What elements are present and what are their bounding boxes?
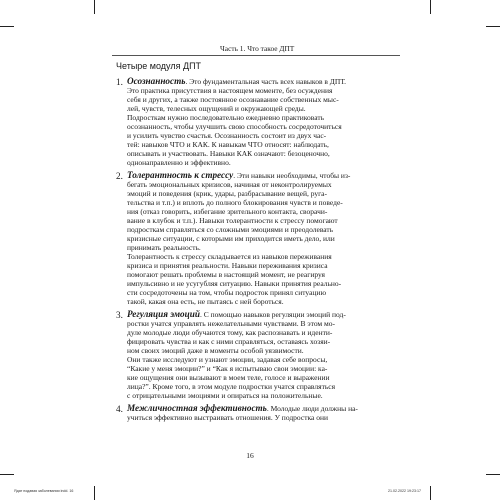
crop-mark [94,0,95,14]
module-term: Толерантность к стрессу [127,170,234,180]
text-line: бегать эмоциональных кризисов, начиная от неконтролируемых [127,180,332,189]
text-line: осознанность, чтобы улучшить свою способность сосредоточиться [127,122,342,131]
text-line [127,404,404,413]
page-number: 16 [246,451,254,460]
text-line: помогают решать проблемы в настоящий момент, не реагируя [127,270,325,279]
module-term: Межличностная эффективность [127,403,267,413]
text-line: кризисные ситуации, с которыми им приходится иметь дело, или [127,234,335,243]
crop-mark [486,474,500,475]
text-line: тельства и т.п.) и вплоть до полного блокирования чувств и поведе- [127,198,343,207]
text-line: подросткам справляться со сложными эмоциями и преодолевать [127,225,334,234]
running-header [112,44,400,56]
text-line: учиться эффективно выстраивать отношения. У подростка они [127,413,328,422]
crop-mark [0,26,14,27]
text-line: лей, чувств, телесных ощущений и окружающей среды. [127,104,306,113]
module-item [114,171,404,306]
text-line [127,171,404,180]
text-fragment: . С помощью навыков регуляции эмоций под- [199,310,346,319]
crop-mark [94,486,95,500]
text-line: описывать и участвовать. Навыки КАК означают: безоценочно, [127,149,330,158]
text-fragment: . Молодые люди должны на- [266,404,358,413]
text-line: себя и других, а также постоянное осознавание собственных мыс- [127,95,339,104]
text-line: такой, какая она есть, не пытаясь с ней бороться. [127,297,284,306]
text-line: ростки учатся управлять нежелательными чувствами. В этом мо- [127,319,336,328]
text-line: принимать реальность. [127,243,201,252]
text-line: Это практика присутствия в настоящем моменте, без осуждения [127,86,333,95]
text-line: однонаправленно и эффективно. [127,158,231,167]
crop-mark [486,26,500,27]
crop-mark [430,486,431,500]
module-item [114,404,404,422]
text-line: лица?”. Кроме того, в этом модуле подростки учатся справляться [127,382,336,391]
text-line: кризиса и принятия реальности. Навыки переживания кризиса [127,261,328,270]
footer-file: Ядат подавая заболевании indd. 16 [14,489,74,493]
module-term: Регуляция эмоций [127,309,200,319]
crop-mark [0,474,14,475]
text-line: с отрицательными эмоциями и опираться на положительные. [127,391,323,400]
text-line: дуле молодые люди обучаются тому, как распознавать и иденти- [127,328,333,337]
module-list [114,77,404,422]
text-line: тей: навыков ЧТО и КАК. К навыкам ЧТО относят: наблюдать, [127,140,329,149]
text-line: импульсивно и не усугубляя ситуацию. Навыки принятия реально- [127,279,342,288]
text-line: Толерантность к стрессу складывается из навыков переживания [127,252,332,261]
running-title: Часть 1. Что такое ДПТ [220,44,295,53]
section-title: Четыре модуля ДПТ [116,61,202,71]
text-line: фицировать чувства и как с ними справляться, оставаясь хозяи- [127,337,331,346]
text-line: ния (отказ говорить, избегание зрительного контакта, сворачи- [127,207,328,216]
module-number: 3. [116,310,123,320]
text-line: кие ощущения они вызывают в моем теле, голосе и выражении [127,373,330,382]
crop-mark [430,0,431,14]
text-line: и усилить чувство счастья. Осознанность состоит из двух час- [127,131,327,140]
text-line: Они также исследуют и узнают эмоции, задавая себе вопросы, [127,355,328,364]
module-term: Осознанность [127,76,186,86]
text-line [127,77,404,86]
text-line: “Какие у меня эмоции?” и “Как я испытываю свои эмоции: ка- [127,364,328,373]
module-item [114,310,404,400]
text-line: Подросткам нужно последовательно ежедневно практиковать [127,113,325,122]
text-line: эмоций и поведения (крик, удары, разбрасывание вещей, руга- [127,189,328,198]
module-number: 4. [116,404,123,414]
footer-stamp: 21.02.2022 19:23:17 [388,489,421,493]
module-number: 1. [116,77,123,87]
module-number: 2. [116,171,123,181]
text-line: сти сосредоточены на том, чтобы подросток принял ситуацию [127,288,327,297]
text-line: вание в клубок и т.п.). Навыки толерантности к стрессу помогают [127,216,338,225]
module-item [114,77,404,167]
text-fragment: . Это фундаментальная часть всех навыков в ДПТ. [185,77,347,86]
text-line [127,310,404,319]
text-line: ном своих эмоций даже в моменты особой уязвимости. [127,346,304,355]
text-fragment: . Эти навыки необходимы, чтобы из- [233,171,351,180]
